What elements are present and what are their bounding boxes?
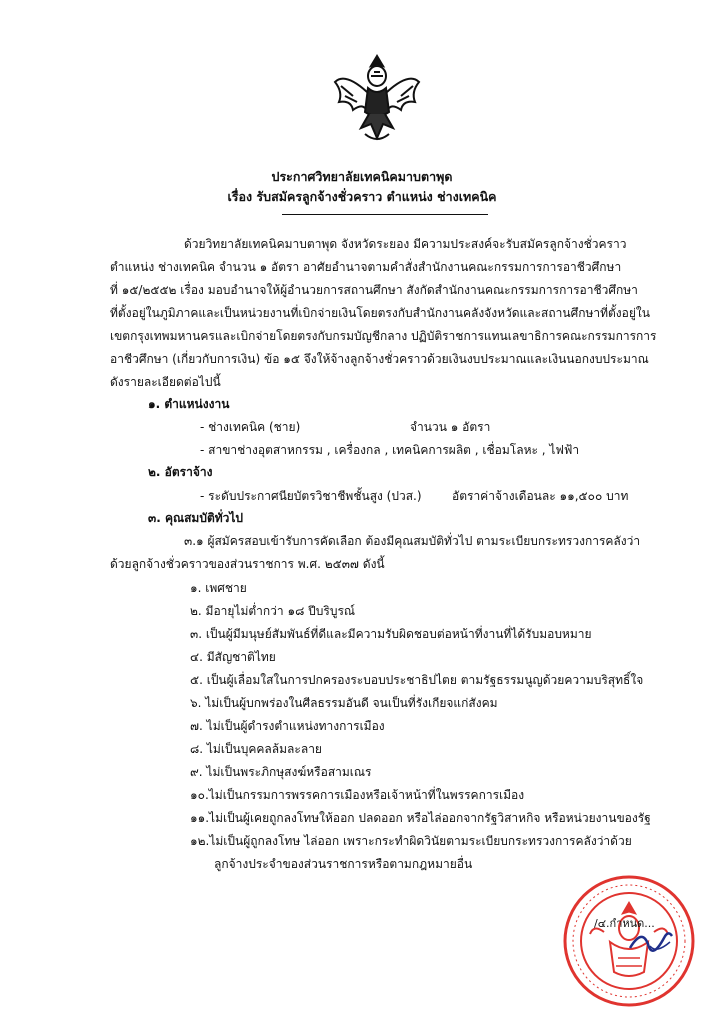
qualification-item: ๓. เป็นผู้มีมนุษย์สัมพันธ์ที่ดีและมีความรับผิดชอบต่อหน้าที่งานที่ได้รับมอบหมาย (190, 627, 592, 641)
qualification-item: ๒. มีอายุไม่ต่ำกว่า ๑๘ ปีบริบูรณ์ (190, 604, 356, 618)
position-fields: - สาขาช่างอุตสาหกรรม , เครื่องกล , เทคนิคการผลิต , เชื่อมโลหะ , ไฟฟ้า (200, 443, 580, 457)
intro-line: ตำแหน่ง ช่างเทคนิค จำนวน ๑ อัตรา อาศัยอำนาจตามคำสั่งสำนักงานคณะกรรมการการอาชีวศึกษา (110, 260, 622, 274)
intro-line: ที่ตั้งอยู่ในภูมิภาคและเป็นหน่วยงานที่เบิกจ่ายเงินโดยตรงกับสำนักงานคลังจังหวัดและสถานศึกษาที่ตั้งอยู่ใน (110, 306, 650, 320)
intro-line: ดังรายละเอียดต่อไปนี้ (110, 375, 221, 389)
qualification-item: ๗. ไม่เป็นผู้ดำรงตำแหน่งทางการเมือง (190, 719, 385, 733)
position-quantity: จำนวน ๑ อัตรา (410, 420, 491, 434)
education-level: - ระดับประกาศนียบัตรวิชาชีพชั้นสูง (ปวส.) (200, 489, 422, 503)
qualification-item: ๙. ไม่เป็นพระภิกษุสงฆ์หรือสามเณร (190, 765, 372, 779)
section-heading-wage: ๒. อัตราจ้าง (148, 465, 213, 479)
position-name: - ช่างเทคนิค (ชาย) (200, 420, 301, 434)
qualification-item: ๑. เพศชาย (190, 581, 247, 595)
garuda-emblem-icon (331, 52, 423, 148)
qualification-item: ๕. เป็นผู้เลื่อมใสในการปกครองระบอบประชาธิปไตย ตามรัฐธรรมนูญด้วยความบริสุทธิ์ใจ (190, 673, 644, 687)
section-heading-qualifications: ๓. คุณสมบัติทั่วไป (148, 511, 244, 525)
announcement-subject: เรื่อง รับสมัครลูกจ้างชั่วคราว ตำแหน่ง ช่างเทคนิค (227, 189, 497, 204)
qualification-item: ๑๐.ไม่เป็นกรรมการพรรคการเมืองหรือเจ้าหน้าที่ในพรรคการเมือง (190, 788, 525, 802)
intro-line: เขตกรุงเทพมหานครและเบิกจ่ายโดยตรงกับกรมบัญชีกลาง ปฏิบัติราชการแทนเลขาธิการคณะกรรมการการ (110, 329, 657, 343)
qualification-item: ๑๑.ไม่เป็นผู้เคยถูกลงโทษให้ออก ปลดออก หรือไล่ออกจากรัฐวิสาหกิจ หรือหน่วยงานของรัฐ (190, 811, 651, 825)
qualification-item: ๔. มีสัญชาติไทย (190, 650, 276, 664)
college-seal-icon (560, 872, 698, 1010)
qualification-intro-line: ด้วยลูกจ้างชั่วคราวของส่วนราชการ พ.ศ. ๒๕๓๗ ดังนี้ (110, 557, 385, 571)
intro-line: อาชีวศึกษา (เกี่ยวกับการเงิน) ข้อ ๑๕ จึงให้จ้างลูกจ้างชั่วคราวด้วยเงินงบประมาณและเงินนอกงบประมาณ (110, 352, 649, 366)
announcement-title: ประกาศวิทยาลัยเทคนิคมาบตาพุด (271, 169, 453, 184)
section-heading-position: ๑. ตำแหน่งงาน (148, 397, 230, 411)
intro-line: ที่ ๑๕/๒๕๕๒ เรื่อง มอบอำนาจให้ผู้อำนวยการสถานศึกษา สังกัดสำนักงานคณะกรรมการการอาชีวศึกษา (110, 283, 638, 297)
qualification-item: ๘. ไม่เป็นบุคคลล้มละลาย (190, 742, 322, 756)
qualification-item: ๖. ไม่เป็นผู้บกพร่องในศีลธรรมอันดี จนเป็นที่รังเกียจแก่สังคม (190, 696, 498, 710)
title-divider (282, 214, 488, 215)
continued-marker: /๔.กำหนด... (594, 917, 655, 930)
intro-line: ด้วยวิทยาลัยเทคนิคมาบตาพุด จังหวัดระยอง มีความประสงค์จะรับสมัครลูกจ้างชั่วคราว (184, 237, 627, 251)
monthly-wage: อัตราค่าจ้างเดือนละ ๑๑,๕๐๐ บาท (452, 489, 629, 503)
qualification-item-continuation: ลูกจ้างประจำของส่วนราชการหรือตามกฎหมายอื่น (214, 857, 473, 871)
qualification-item: ๑๒.ไม่เป็นผู้ถูกลงโทษ ไล่ออก เพราะกระทำผิดวินัยตามระเบียบกระทรวงการคลังว่าด้วย (190, 834, 632, 848)
qualification-intro-line: ๓.๑ ผู้สมัครสอบเข้ารับการคัดเลือก ต้องมีคุณสมบัติทั่วไป ตามระเบียบกระทรวงการคลังว่า (184, 534, 641, 548)
